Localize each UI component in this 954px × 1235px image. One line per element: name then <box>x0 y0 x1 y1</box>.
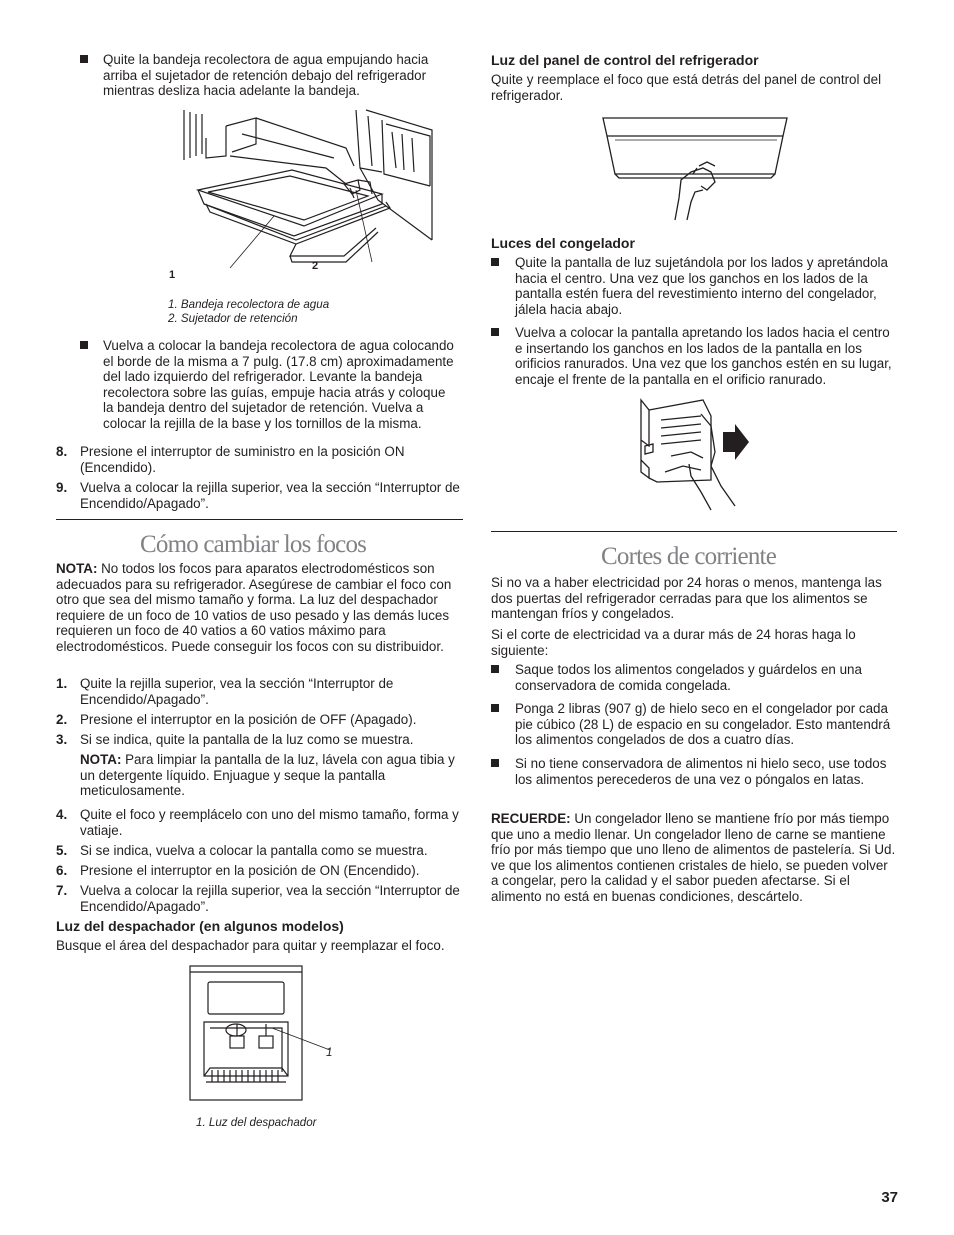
list-item <box>491 701 897 748</box>
dispenser-subheading: Luz del despachador (en algunos modelos) <box>56 918 344 934</box>
step-text: Presione el interruptor de suministro en la posición ON (Encendido). <box>80 444 405 475</box>
list-item-text: Vuelva a colocar la pantalla apretando los lados hacia el centro e insertando los ganchos en los lados de la pantalla en los orificios ranurados. Una vez que los ganchos estén en su lugar, encaje el frente de la pantalla en el orificio ranurado. <box>515 325 892 387</box>
list-item-text: Si no tiene conservadora de alimentos ni hielo seco, use todos los alimentos perecederos de una vez o póngalos en latas. <box>515 756 887 787</box>
step-number: 4. <box>56 807 68 822</box>
note-text: Para limpiar la pantalla de la luz, lávela con agua tibia y un detergente líquido. Enjuague y seque la pantalla meticulosamente. <box>80 752 455 799</box>
bullet-square-icon <box>491 665 499 673</box>
step-item <box>56 843 464 859</box>
list-item-text: Quite la bandeja recolectora de agua empujando hacia arriba el sujetador de retención debajo del refrigerador mientras desliza hacia adelante la bandeja. <box>103 52 429 99</box>
note-text: No todos los focos para aparatos electrodomésticos son adecuados para su refrigerador. Asegúrese de cambiar el foco con otro que sea del mismo tamaño y forma. La luz del despachador requiere de un foco de 10 vatios de uso pesado y las demás luces requieren un foco de 40 vatios a 60 vatios máximo para electrodomésticos. Puede conseguir los focos con su distribuidor. <box>56 561 452 654</box>
list-item <box>56 338 464 432</box>
page-number: 37 <box>881 1189 898 1206</box>
remember-paragraph <box>491 811 897 905</box>
paragraph: Si no va a haber electricidad por 24 horas o menos, mantenga las dos puertas del refrigerador cerradas para que los alimentos se mantengan fríos y congelados. <box>491 575 882 622</box>
step-number: 2. <box>56 712 68 727</box>
bullet-square-icon <box>491 328 499 336</box>
section-heading: Cómo cambiar los focos <box>140 531 367 558</box>
step-number: 6. <box>56 863 68 878</box>
figure-caption: 2. Sujetador de retención <box>168 312 298 325</box>
note-label: NOTA: <box>56 561 98 576</box>
note-label: NOTA: <box>80 752 122 767</box>
list-item-text: Quite la pantalla de luz sujetándola por los lados y apretándola hacia el centro. Una vez que los ganchos en los lados de la pantalla estén fuera del revestimiento interno del congelador, jálela hacia abajo. <box>515 255 888 317</box>
step-number: 7. <box>56 883 68 898</box>
step-9 <box>56 480 464 511</box>
freezer-light-cover-illustration <box>631 396 761 516</box>
bullet-square-icon <box>491 759 499 767</box>
control-panel-light-illustration <box>599 116 799 226</box>
step-number: 5. <box>56 843 68 858</box>
step-text: Presione el interruptor en la posición de OFF (Apagado). <box>80 712 417 727</box>
step-text: Quite la rejilla superior, vea la sección “Interruptor de Encendido/Apagado”. <box>80 676 394 707</box>
step-item <box>56 732 464 748</box>
list-item <box>491 255 897 317</box>
step-number: 1. <box>56 676 68 691</box>
section-divider <box>56 519 463 520</box>
list-item <box>491 756 897 787</box>
bullet-square-icon <box>80 341 88 349</box>
step-number: 9. <box>56 480 68 495</box>
list-item-text: Ponga 2 libras (907 g) de hielo seco en el congelador por cada pie cúbico (28 L) de espacio en su congelador. Esto mantendrá los alimentos congelados de dos a cuatro días. <box>515 701 891 748</box>
step-text: Presione el interruptor en la posición de ON (Encendido). <box>80 863 420 878</box>
step-3-note <box>80 752 464 799</box>
list-item-text: Vuelva a colocar la bandeja recolectora de agua colocando el borde de la misma a 7 pulg. (17.8 cm) aproximadamente del lado izquierdo del refrigerador. Levante la bandeja recolectora sobre las guías, empuje hacia atrás y coloque la bandeja dentro del sujetador de retención. Vuelva a colocar la rejilla de la base y los tornillos de la misma. <box>103 338 454 431</box>
paragraph: Si el corte de electricidad va a durar más de 24 horas haga lo siguiente: <box>491 627 856 658</box>
remember-text: Un congelador lleno se mantiene frío por más tiempo que uno a medio llenar. Un congelador lleno de carne se mantiene frío por más tiempo que uno lleno de alimentos de pastelería. Si Ud. ve que los alimentos contienen cristales de hielo, se pueden volver a congelar, pero la calidad y el sabor pueden afectarse. Si el alimento no está en buenas condiciones, descártelo. <box>491 811 896 904</box>
step-text: Vuelva a colocar la rejilla superior, vea la sección “Interruptor de Encendido/Apagado”. <box>80 883 460 914</box>
panel-subheading: Luz del panel de control del refrigerador <box>491 52 759 68</box>
step-number: 8. <box>56 444 68 459</box>
callout-label-1: 1 <box>169 269 176 281</box>
panel-text: Quite y reemplace el foco que está detrás del panel de control del refrigerador. <box>491 72 882 103</box>
bullet-square-icon <box>491 704 499 712</box>
freezer-subheading: Luces del congelador <box>491 235 635 251</box>
step-item <box>56 807 464 838</box>
dispenser-illustration <box>188 964 388 1104</box>
dispenser-text: Busque el área del despachador para quitar y reemplazar el foco. <box>56 938 445 953</box>
drip-tray-illustration <box>146 108 446 318</box>
figure-caption: 1. Luz del despachador <box>196 1116 317 1129</box>
note-paragraph <box>56 561 462 655</box>
step-8 <box>56 444 464 475</box>
callout-label-2: 2 <box>312 260 319 272</box>
step-item <box>56 676 464 707</box>
section-heading: Cortes de corriente <box>601 543 776 570</box>
list-item-text: Saque todos los alimentos congelados y guárdelos en una conservadora de comida congelada. <box>515 662 862 693</box>
step-item <box>56 712 464 728</box>
step-text: Quite el foco y reemplácelo con uno del mismo tamaño, forma y vatiaje. <box>80 807 459 838</box>
callout-label-1: 1 <box>326 1046 333 1059</box>
step-number: 3. <box>56 732 68 747</box>
bullet-square-icon <box>491 258 499 266</box>
step-item <box>56 883 464 914</box>
figure-caption: 1. Bandeja recolectora de agua <box>168 298 330 311</box>
bullet-square-icon <box>80 55 88 63</box>
remember-label: RECUERDE: <box>491 811 571 826</box>
list-item <box>491 325 897 387</box>
step-item <box>56 863 464 879</box>
list-item <box>56 52 464 99</box>
section-divider <box>491 531 897 532</box>
step-text: Si se indica, vuelva a colocar la pantalla como se muestra. <box>80 843 428 858</box>
step-text: Vuelva a colocar la rejilla superior, vea la sección “Interruptor de Encendido/Apagado”. <box>80 480 460 511</box>
step-text: Si se indica, quite la pantalla de la luz como se muestra. <box>80 732 414 747</box>
list-item <box>491 662 897 693</box>
